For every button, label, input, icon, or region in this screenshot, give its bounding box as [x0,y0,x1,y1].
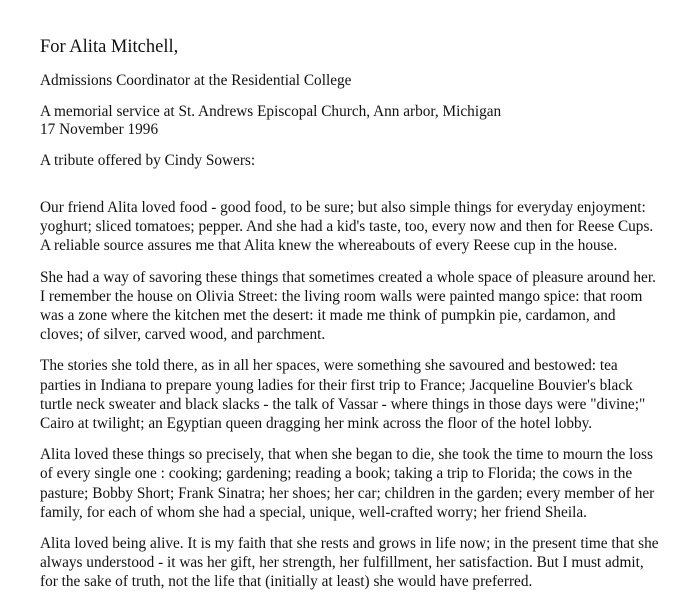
paragraph-line: Alita loved being alive. It is my faith that she rests and grows in life now; in the present time that she [40,535,659,553]
paragraph-line: Cairo at twilight; an Egyptian queen dragging her mink across the floor of the hotel lobby. [40,415,593,433]
paragraph-4 [40,445,675,522]
paragraph-line: always understood - it was her gift, her strength, her fulfillment, her satisfaction. But I must admit, [40,554,644,572]
service-info [40,103,660,139]
paragraph-line: A reliable source assures me that Alita knew the whereabouts of every Reese cup in the house. [40,237,618,255]
paragraph-2 [40,268,675,345]
service-location: A memorial service at St. Andrews Episcopal Church, Ann arbor, Michigan [40,103,502,120]
paragraph-line: was a zone where the kitchen met the desert: it made me think of pumpkin pie, cardamon, and [40,307,616,325]
paragraph-3 [40,356,675,433]
position-line: Admissions Coordinator at the Residential College [40,72,352,89]
paragraph-line: The stories she told there, as in all her spaces, were something she savoured and bestowed: tea [40,357,618,375]
paragraph-line: Alita loved these things so precisely, that when she began to die, she took the time to mourn the loss [40,446,653,464]
paragraph-line: cloves; of silver, carved wood, and parchment. [40,326,326,344]
paragraph-line: parties in Indiana to prepare young ladies for their first trip to France; Jacqueline Bouvier's black [40,376,633,394]
paragraph-line: pasture; Bobby Short; Frank Sinatra; her shoes; her car; children in the garden; every member of her [40,484,655,502]
paragraph-line: I remember the house on Olivia Street: the living room walls were painted mango spice: that room [40,287,643,305]
paragraph-5 [40,534,675,592]
paragraph-line: turtle neck sweater and black slacks - the talk of Vassar - where things in those days were "divine;" [40,395,646,413]
tribute-attribution: A tribute offered by Cindy Sowers: [40,152,256,169]
paragraph-1 [40,198,675,256]
paragraph-line: family, for each of whom she had a special, unique, well-crafted worry; her friend Sheila. [40,503,587,521]
document-heading: For Alita Mitchell, [40,37,179,57]
paragraph-line: of every single one : cooking; gardening; reading a book; taking a trip to Florida; the cows in the [40,465,633,483]
paragraph-line: yoghurt; sliced tomatoes; pepper. And she had a kid's taste, too, every now and then for Reese Cups. [40,218,654,236]
paragraph-line: Our friend Alita loved food - good food, to be sure; but also simple things for everyday enjoyment: [40,199,646,216]
paragraph-line: for the sake of truth, not the life that (initially at least) she would have preferred. [40,573,533,591]
paragraph-line: She had a way of savoring these things that sometimes created a whole space of pleasure around her. [40,268,656,286]
service-date: 17 November 1996 [40,121,159,138]
